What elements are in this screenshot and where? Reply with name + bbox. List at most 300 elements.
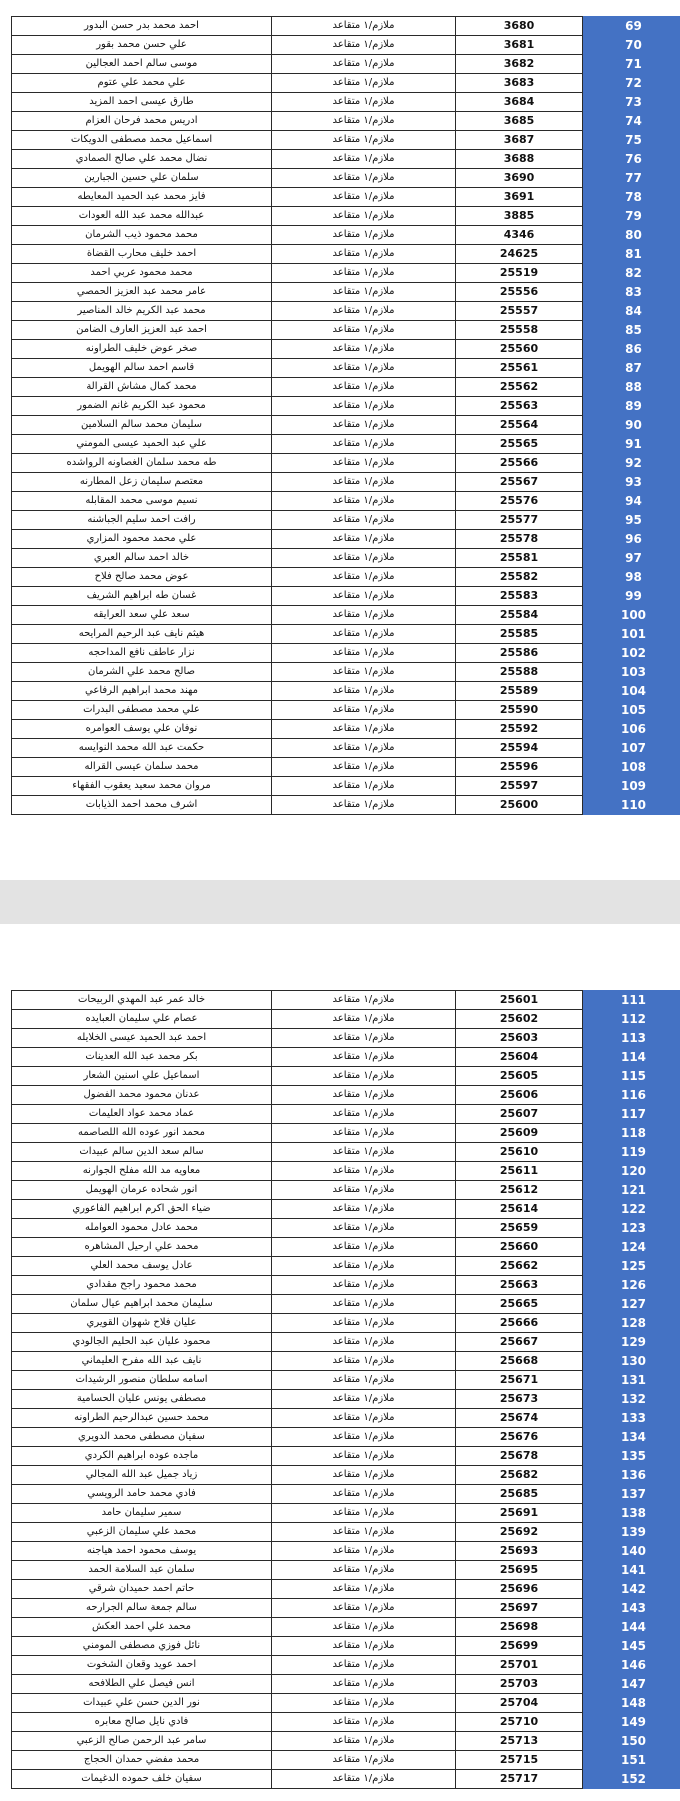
serial-cell: 79 [583, 207, 680, 226]
id-cell: 25659 [456, 1219, 583, 1238]
name-cell: اسامه سلطان منصور الرشيدات [12, 1371, 272, 1390]
id-cell: 25604 [456, 1048, 583, 1067]
serial-cell: 75 [583, 131, 680, 150]
table-row [12, 991, 680, 1010]
rank-cell: ملازم/١ متقاعد [272, 682, 456, 701]
serial-cell: 82 [583, 264, 680, 283]
name-cell: انس فيصل علي الطلافحه [12, 1675, 272, 1694]
table-row [12, 701, 680, 720]
id-cell: 25606 [456, 1086, 583, 1105]
table-row [12, 739, 680, 758]
table-row [12, 1770, 680, 1789]
table-row [12, 1409, 680, 1428]
id-cell: 25560 [456, 340, 583, 359]
id-cell: 25596 [456, 758, 583, 777]
id-cell: 25660 [456, 1238, 583, 1257]
serial-cell: 130 [583, 1352, 680, 1371]
table-row [12, 1523, 680, 1542]
name-cell: نسيم موسى محمد المقابله [12, 492, 272, 511]
id-cell: 25561 [456, 359, 583, 378]
table-row [12, 1637, 680, 1656]
serial-cell: 134 [583, 1428, 680, 1447]
rank-cell: ملازم/١ متقاعد [272, 1732, 456, 1751]
id-cell: 25701 [456, 1656, 583, 1675]
serial-cell: 85 [583, 321, 680, 340]
table-row [12, 1124, 680, 1143]
name-cell: سعد علي سعد العرايقه [12, 606, 272, 625]
name-cell: علي محمد مصطفى البدرات [12, 701, 272, 720]
name-cell: نايف عبد الله مفرح العليماني [12, 1352, 272, 1371]
serial-cell: 99 [583, 587, 680, 606]
rank-cell: ملازم/١ متقاعد [272, 1143, 456, 1162]
name-cell: مروان محمد سعيد يعقوب الفقهاء [12, 777, 272, 796]
name-cell: محمد انور عوده الله اللصاصمه [12, 1124, 272, 1143]
name-cell: خالد عمر عبد المهدي الربيحات [12, 991, 272, 1010]
table-row [12, 1618, 680, 1637]
table-row [12, 530, 680, 549]
table-row [12, 568, 680, 587]
id-cell: 25558 [456, 321, 583, 340]
name-cell: طارق عيسى احمد المزيد [12, 93, 272, 112]
id-cell: 3691 [456, 188, 583, 207]
rank-cell: ملازم/١ متقاعد [272, 644, 456, 663]
id-cell: 25671 [456, 1371, 583, 1390]
table-row [12, 1029, 680, 1048]
rank-cell: ملازم/١ متقاعد [272, 720, 456, 739]
id-cell: 25713 [456, 1732, 583, 1751]
name-cell: احمد محمد بدر حسن البدور [12, 17, 272, 36]
serial-cell: 145 [583, 1637, 680, 1656]
table-row [12, 321, 680, 340]
rank-cell: ملازم/١ متقاعد [272, 1599, 456, 1618]
serial-cell: 128 [583, 1314, 680, 1333]
serial-cell: 73 [583, 93, 680, 112]
name-cell: رافت احمد سليم الجباشنه [12, 511, 272, 530]
serial-cell: 109 [583, 777, 680, 796]
name-cell: قاسم احمد سالم الهويمل [12, 359, 272, 378]
serial-cell: 152 [583, 1770, 680, 1789]
id-cell: 25665 [456, 1295, 583, 1314]
table-row [12, 1276, 680, 1295]
serial-cell: 104 [583, 682, 680, 701]
table-row [12, 682, 680, 701]
name-cell: محمد علي ارحيل المشاهره [12, 1238, 272, 1257]
rank-cell: ملازم/١ متقاعد [272, 473, 456, 492]
id-cell: 3682 [456, 55, 583, 74]
name-cell: نور الدين حسن علي عبيدات [12, 1694, 272, 1713]
rank-cell: ملازم/١ متقاعد [272, 1428, 456, 1447]
id-cell: 25557 [456, 302, 583, 321]
serial-cell: 122 [583, 1200, 680, 1219]
name-cell: حكمت عبد الله محمد النوايسه [12, 739, 272, 758]
rank-cell: ملازم/١ متقاعد [272, 207, 456, 226]
rank-cell: ملازم/١ متقاعد [272, 340, 456, 359]
table-row [12, 1599, 680, 1618]
rank-cell: ملازم/١ متقاعد [272, 1618, 456, 1637]
serial-cell: 80 [583, 226, 680, 245]
name-cell: عادل يوسف محمد العلي [12, 1257, 272, 1276]
id-cell: 25685 [456, 1485, 583, 1504]
table-row [12, 264, 680, 283]
serial-cell: 93 [583, 473, 680, 492]
serial-cell: 69 [583, 17, 680, 36]
serial-cell: 146 [583, 1656, 680, 1675]
rank-cell: ملازم/١ متقاعد [272, 1238, 456, 1257]
id-cell: 25600 [456, 796, 583, 815]
table-row [12, 1504, 680, 1523]
name-cell: خالد احمد سالم العبري [12, 549, 272, 568]
table-row [12, 625, 680, 644]
name-cell: محمد مفضي حمدان الحجاج [12, 1751, 272, 1770]
name-cell: علي محمد علي عتوم [12, 74, 272, 93]
name-cell: عليان فلاح شهوان القويري [12, 1314, 272, 1333]
rank-cell: ملازم/١ متقاعد [272, 1295, 456, 1314]
table-row [12, 1200, 680, 1219]
id-cell: 3683 [456, 74, 583, 93]
table-row [12, 1675, 680, 1694]
table-row [12, 1314, 680, 1333]
table-row [12, 1713, 680, 1732]
name-cell: عماد محمد عواد العليمات [12, 1105, 272, 1124]
rank-cell: ملازم/١ متقاعد [272, 1105, 456, 1124]
id-cell: 25603 [456, 1029, 583, 1048]
id-cell: 25581 [456, 549, 583, 568]
rank-cell: ملازم/١ متقاعد [272, 1447, 456, 1466]
table-row [12, 454, 680, 473]
id-cell: 25717 [456, 1770, 583, 1789]
rank-cell: ملازم/١ متقاعد [272, 1770, 456, 1789]
serial-cell: 124 [583, 1238, 680, 1257]
name-cell: محمود عليان عبد الحليم الجالودي [12, 1333, 272, 1352]
serial-cell: 107 [583, 739, 680, 758]
name-cell: محمود عبد الكريم غانم الضمور [12, 397, 272, 416]
id-cell: 25582 [456, 568, 583, 587]
serial-cell: 105 [583, 701, 680, 720]
table-row [12, 416, 680, 435]
rank-cell: ملازم/١ متقاعد [272, 1390, 456, 1409]
name-cell: محمد عبد الكريم خالد المناصير [12, 302, 272, 321]
id-cell: 3684 [456, 93, 583, 112]
table-row [12, 226, 680, 245]
table-row [12, 1162, 680, 1181]
rank-cell: ملازم/١ متقاعد [272, 701, 456, 720]
serial-cell: 77 [583, 169, 680, 188]
name-cell: سفيان خلف حموده الدغيمات [12, 1770, 272, 1789]
id-cell: 25567 [456, 473, 583, 492]
rank-cell: ملازم/١ متقاعد [272, 606, 456, 625]
serial-cell: 83 [583, 283, 680, 302]
name-cell: احمد عويد وقعان الشخوت [12, 1656, 272, 1675]
serial-cell: 149 [583, 1713, 680, 1732]
name-cell: سامر عبد الرحمن صالح الزعبي [12, 1732, 272, 1751]
table-row [12, 1447, 680, 1466]
name-cell: سلمان عبد السلامة الحمد [12, 1561, 272, 1580]
id-cell: 25583 [456, 587, 583, 606]
id-cell: 25704 [456, 1694, 583, 1713]
serial-cell: 144 [583, 1618, 680, 1637]
table-row [12, 492, 680, 511]
name-cell: ماجده عوده ابراهيم الكردي [12, 1447, 272, 1466]
table-row [12, 131, 680, 150]
serial-cell: 116 [583, 1086, 680, 1105]
rank-cell: ملازم/١ متقاعد [272, 1409, 456, 1428]
table-row [12, 1371, 680, 1390]
serial-cell: 97 [583, 549, 680, 568]
name-cell: سليمان محمد سالم السلامين [12, 416, 272, 435]
id-cell: 25611 [456, 1162, 583, 1181]
id-cell: 25584 [456, 606, 583, 625]
name-cell: عوض محمد صالح فلاح [12, 568, 272, 587]
table-row [12, 1143, 680, 1162]
id-cell: 25696 [456, 1580, 583, 1599]
table-row [12, 1561, 680, 1580]
rank-cell: ملازم/١ متقاعد [272, 1751, 456, 1770]
rank-cell: ملازم/١ متقاعد [272, 1010, 456, 1029]
rank-cell: ملازم/١ متقاعد [272, 1162, 456, 1181]
name-cell: فادي محمد حامد الرويسي [12, 1485, 272, 1504]
name-cell: علي عبد الحميد عيسى المومني [12, 435, 272, 454]
id-cell: 25698 [456, 1618, 583, 1637]
id-cell: 3885 [456, 207, 583, 226]
serial-cell: 72 [583, 74, 680, 93]
table-row [12, 549, 680, 568]
name-cell: محمد محمود ذيب الشرمان [12, 226, 272, 245]
table-row [12, 1181, 680, 1200]
serial-cell: 95 [583, 511, 680, 530]
serial-cell: 98 [583, 568, 680, 587]
rank-cell: ملازم/١ متقاعد [272, 416, 456, 435]
serial-cell: 87 [583, 359, 680, 378]
rank-cell: ملازم/١ متقاعد [272, 511, 456, 530]
table-row [12, 1352, 680, 1371]
serial-cell: 126 [583, 1276, 680, 1295]
serial-cell: 100 [583, 606, 680, 625]
name-cell: احمد خليف محارب القضاة [12, 245, 272, 264]
rank-cell: ملازم/١ متقاعد [272, 1561, 456, 1580]
rank-cell: ملازم/١ متقاعد [272, 1637, 456, 1656]
id-cell: 25666 [456, 1314, 583, 1333]
rank-cell: ملازم/١ متقاعد [272, 112, 456, 131]
serial-cell: 132 [583, 1390, 680, 1409]
id-cell: 25597 [456, 777, 583, 796]
table-row [12, 169, 680, 188]
table-row [12, 1542, 680, 1561]
table-row [12, 112, 680, 131]
id-cell: 3680 [456, 17, 583, 36]
rank-cell: ملازم/١ متقاعد [272, 1371, 456, 1390]
table-row [12, 663, 680, 682]
rank-cell: ملازم/١ متقاعد [272, 74, 456, 93]
id-cell: 25585 [456, 625, 583, 644]
table-row [12, 1580, 680, 1599]
serial-cell: 86 [583, 340, 680, 359]
rank-cell: ملازم/١ متقاعد [272, 1523, 456, 1542]
id-cell: 25590 [456, 701, 583, 720]
name-cell: علي حسن محمد بقور [12, 36, 272, 55]
serial-cell: 84 [583, 302, 680, 321]
serial-cell: 120 [583, 1162, 680, 1181]
table-row [12, 1390, 680, 1409]
id-cell: 25563 [456, 397, 583, 416]
serial-cell: 102 [583, 644, 680, 663]
serial-cell: 143 [583, 1599, 680, 1618]
rank-cell: ملازم/١ متقاعد [272, 321, 456, 340]
serial-cell: 141 [583, 1561, 680, 1580]
serial-cell: 78 [583, 188, 680, 207]
rank-cell: ملازم/١ متقاعد [272, 359, 456, 378]
serial-cell: 92 [583, 454, 680, 473]
rank-cell: ملازم/١ متقاعد [272, 625, 456, 644]
table-row [12, 93, 680, 112]
rank-cell: ملازم/١ متقاعد [272, 1314, 456, 1333]
id-cell: 25663 [456, 1276, 583, 1295]
rank-cell: ملازم/١ متقاعد [272, 1086, 456, 1105]
id-cell: 25715 [456, 1751, 583, 1770]
rank-cell: ملازم/١ متقاعد [272, 454, 456, 473]
name-cell: عبدالله محمد عبد الله العودات [12, 207, 272, 226]
serial-cell: 88 [583, 378, 680, 397]
serial-cell: 111 [583, 991, 680, 1010]
rank-cell: ملازم/١ متقاعد [272, 1257, 456, 1276]
id-cell: 4346 [456, 226, 583, 245]
rank-cell: ملازم/١ متقاعد [272, 587, 456, 606]
rank-cell: ملازم/١ متقاعد [272, 1675, 456, 1694]
table-row [12, 302, 680, 321]
name-cell: محمد محمود عربي احمد [12, 264, 272, 283]
serial-cell: 123 [583, 1219, 680, 1238]
name-cell: زياد جميل عبد الله المجالي [12, 1466, 272, 1485]
table-row [12, 74, 680, 93]
name-cell: علي محمد محمود المزاري [12, 530, 272, 549]
rank-cell: ملازم/١ متقاعد [272, 435, 456, 454]
name-cell: هيثم نايف عبد الرحيم المرايحه [12, 625, 272, 644]
id-cell: 3681 [456, 36, 583, 55]
rank-cell: ملازم/١ متقاعد [272, 36, 456, 55]
table-row [12, 1219, 680, 1238]
id-cell: 25586 [456, 644, 583, 663]
serial-cell: 94 [583, 492, 680, 511]
table-row [12, 378, 680, 397]
roster-table-2 [11, 990, 680, 1789]
table-row [12, 1428, 680, 1447]
table-row [12, 1238, 680, 1257]
id-cell: 25607 [456, 1105, 583, 1124]
rank-cell: ملازم/١ متقاعد [272, 302, 456, 321]
serial-cell: 115 [583, 1067, 680, 1086]
id-cell: 25556 [456, 283, 583, 302]
name-cell: فايز محمد عبد الحميد المعايطه [12, 188, 272, 207]
table-row [12, 1732, 680, 1751]
serial-cell: 114 [583, 1048, 680, 1067]
rank-cell: ملازم/١ متقاعد [272, 169, 456, 188]
id-cell: 25697 [456, 1599, 583, 1618]
table-row [12, 1257, 680, 1276]
id-cell: 25566 [456, 454, 583, 473]
name-cell: نضال محمد علي صالح الصمادي [12, 150, 272, 169]
rank-cell: ملازم/١ متقاعد [272, 188, 456, 207]
table-row [12, 1466, 680, 1485]
id-cell: 25710 [456, 1713, 583, 1732]
id-cell: 25578 [456, 530, 583, 549]
name-cell: صالح محمد علي الشرمان [12, 663, 272, 682]
name-cell: احمد عبد الحميد عيسى الخلايله [12, 1029, 272, 1048]
id-cell: 25609 [456, 1124, 583, 1143]
table-row [12, 1086, 680, 1105]
table-row [12, 17, 680, 36]
name-cell: محمد علي احمد العكش [12, 1618, 272, 1637]
id-cell: 24625 [456, 245, 583, 264]
id-cell: 25577 [456, 511, 583, 530]
name-cell: نائل فوزي مصطفى المومني [12, 1637, 272, 1656]
name-cell: غسان طه ابراهيم الشريف [12, 587, 272, 606]
id-cell: 25691 [456, 1504, 583, 1523]
name-cell: بكر محمد عبد الله العدينات [12, 1048, 272, 1067]
id-cell: 25612 [456, 1181, 583, 1200]
name-cell: فادي نايل صالح معابره [12, 1713, 272, 1732]
name-cell: اشرف محمد احمد الذيابات [12, 796, 272, 815]
id-cell: 25610 [456, 1143, 583, 1162]
id-cell: 25562 [456, 378, 583, 397]
name-cell: محمد عادل محمود العوامله [12, 1219, 272, 1238]
table-row [12, 1485, 680, 1504]
serial-cell: 135 [583, 1447, 680, 1466]
table-row [12, 1694, 680, 1713]
rank-cell: ملازم/١ متقاعد [272, 796, 456, 815]
id-cell: 25678 [456, 1447, 583, 1466]
name-cell: مصطفى يونس عليان الحسامية [12, 1390, 272, 1409]
serial-cell: 117 [583, 1105, 680, 1124]
id-cell: 25576 [456, 492, 583, 511]
rank-cell: ملازم/١ متقاعد [272, 1200, 456, 1219]
table-row [12, 1751, 680, 1770]
rank-cell: ملازم/١ متقاعد [272, 492, 456, 511]
serial-cell: 101 [583, 625, 680, 644]
name-cell: مهند محمد ابراهيم الرفاعي [12, 682, 272, 701]
table-row [12, 587, 680, 606]
id-cell: 25614 [456, 1200, 583, 1219]
serial-cell: 131 [583, 1371, 680, 1390]
table-row [12, 435, 680, 454]
table-row [12, 1333, 680, 1352]
name-cell: عصام علي سليمان العبايده [12, 1010, 272, 1029]
rank-cell: ملازم/١ متقاعد [272, 264, 456, 283]
rank-cell: ملازم/١ متقاعد [272, 1485, 456, 1504]
serial-cell: 91 [583, 435, 680, 454]
serial-cell: 121 [583, 1181, 680, 1200]
table-row [12, 245, 680, 264]
id-cell: 3690 [456, 169, 583, 188]
rank-cell: ملازم/١ متقاعد [272, 397, 456, 416]
name-cell: نوفان علي يوسف العوامره [12, 720, 272, 739]
name-cell: سمير سليمان حامد [12, 1504, 272, 1523]
name-cell: عدنان محمود محمد الفضول [12, 1086, 272, 1105]
table-row [12, 207, 680, 226]
name-cell: معاويه مد الله مفلح الجوارنه [12, 1162, 272, 1181]
id-cell: 25674 [456, 1409, 583, 1428]
id-cell: 25673 [456, 1390, 583, 1409]
rank-cell: ملازم/١ متقاعد [272, 1713, 456, 1732]
serial-cell: 137 [583, 1485, 680, 1504]
rank-cell: ملازم/١ متقاعد [272, 1694, 456, 1713]
table-row [12, 777, 680, 796]
name-cell: محمد محمود راجح مقدادي [12, 1276, 272, 1295]
rank-cell: ملازم/١ متقاعد [272, 131, 456, 150]
id-cell: 3688 [456, 150, 583, 169]
name-cell: سليمان محمد ابراهيم عيال سلمان [12, 1295, 272, 1314]
rank-cell: ملازم/١ متقاعد [272, 150, 456, 169]
id-cell: 25703 [456, 1675, 583, 1694]
id-cell: 25564 [456, 416, 583, 435]
